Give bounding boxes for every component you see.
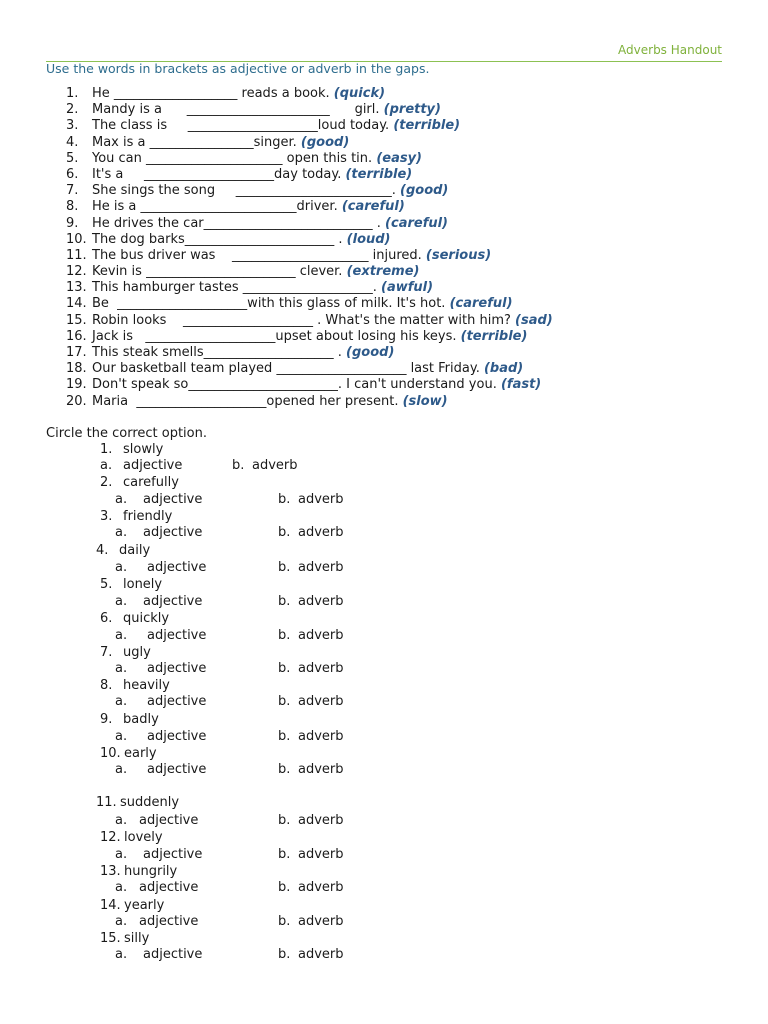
gap-item-number: 9. xyxy=(66,215,79,231)
question-number: 9. xyxy=(100,712,113,727)
gap-item-number: 12. xyxy=(66,264,87,280)
question-word: yearly xyxy=(124,898,165,913)
question-word: quickly xyxy=(123,611,170,626)
option-b-letter: b. xyxy=(278,914,291,929)
option-b-letter: b. xyxy=(278,661,291,676)
gap-item-sentence: He drives the car__________________________ . xyxy=(92,215,386,231)
gap-item-number: 11. xyxy=(66,247,87,263)
question-number: 3. xyxy=(100,509,113,524)
option-b-text: adverb xyxy=(298,594,344,609)
gap-item xyxy=(66,377,553,393)
option-a-letter: a. xyxy=(115,694,128,709)
question-word: carefully xyxy=(123,475,179,490)
option-a-letter: a. xyxy=(115,560,128,575)
option-b-text: adverb xyxy=(298,847,344,862)
gap-item xyxy=(66,313,553,329)
gap-item-hint: (good) xyxy=(300,134,350,150)
gap-item-hint: (fast) xyxy=(500,377,542,393)
option-a-letter: a. xyxy=(115,525,128,540)
question-word: early xyxy=(124,746,157,761)
circle-title: Circle the correct option. xyxy=(46,426,207,441)
gap-item-number: 20. xyxy=(66,393,87,409)
gap-item-hint: (sad) xyxy=(515,312,553,328)
option-a-letter: a. xyxy=(115,661,128,676)
gap-item-sentence: This hamburger tastes ____________________. xyxy=(92,280,382,296)
gap-item xyxy=(66,167,553,183)
option-a-letter: a. xyxy=(115,914,128,929)
option-b-letter: b. xyxy=(232,458,245,473)
gap-item-hint: (careful) xyxy=(449,296,513,312)
gap-item-hint: (quick) xyxy=(333,86,386,101)
gap-item xyxy=(66,135,553,151)
gap-item-hint: (terrible) xyxy=(393,118,461,134)
option-a-text: adjective xyxy=(123,458,183,473)
gap-item xyxy=(66,329,553,345)
option-a-text: adjective xyxy=(147,762,207,777)
option-a-text: adjective xyxy=(147,661,207,676)
gap-item-hint: (slow) xyxy=(402,393,448,409)
option-b-text: adverb xyxy=(298,729,344,744)
option-b-text: adverb xyxy=(298,492,344,507)
gap-item-hint: (good) xyxy=(346,345,395,360)
option-b-text: adverb xyxy=(298,560,344,575)
option-b-letter: b. xyxy=(278,594,291,609)
option-a-text: adjective xyxy=(143,947,203,962)
option-b-text: adverb xyxy=(298,947,344,962)
gap-item xyxy=(66,118,553,134)
gap-item xyxy=(66,264,553,280)
gap-item-sentence: This steak smells____________________ . xyxy=(92,345,347,360)
gap-item-sentence: He ___________________ reads a book. xyxy=(92,86,334,101)
question-word: heavily xyxy=(123,678,170,693)
option-b-letter: b. xyxy=(278,628,291,643)
question-number: 8. xyxy=(100,678,113,693)
gap-item-hint: (easy) xyxy=(376,150,422,166)
option-b-letter: b. xyxy=(278,492,291,507)
gap-item-hint: (terrible) xyxy=(460,328,528,344)
question-number: 14. xyxy=(100,898,121,913)
option-a-letter: a. xyxy=(115,594,128,609)
gap-item-sentence: The class is ____________________loud today. xyxy=(92,118,394,134)
gap-item-number: 1. xyxy=(66,86,79,101)
question-number: 2. xyxy=(100,475,113,490)
option-b-letter: b. xyxy=(278,847,291,862)
option-a-letter: a. xyxy=(115,947,128,962)
gap-item-number: 3. xyxy=(66,118,79,134)
option-a-text: adjective xyxy=(143,492,203,507)
option-b-letter: b. xyxy=(278,813,291,828)
page-header xyxy=(46,43,722,62)
question-word: daily xyxy=(119,543,151,558)
gap-item-hint: (loud) xyxy=(346,231,391,247)
option-a-letter: a. xyxy=(115,729,128,744)
gap-item-sentence: Robin looks ____________________ . What's the matter with him? xyxy=(92,312,516,328)
gap-item-number: 19. xyxy=(66,377,87,393)
question-number: 5. xyxy=(100,577,113,592)
gap-item-hint: (extreme) xyxy=(346,264,420,280)
option-b-text: adverb xyxy=(252,458,298,473)
gap-item-number: 13. xyxy=(66,280,87,296)
question-word: ugly xyxy=(123,645,151,660)
question-word: badly xyxy=(123,712,159,727)
gap-item-hint: (bad) xyxy=(483,361,524,377)
gap-item-number: 10. xyxy=(66,231,87,247)
option-b-letter: b. xyxy=(278,729,291,744)
option-b-text: adverb xyxy=(298,813,344,828)
gap-item xyxy=(66,248,553,264)
gap-item-sentence: Our basketball team played ____________________ last Friday. xyxy=(92,361,484,377)
gap-item xyxy=(66,394,553,410)
question-word: lovely xyxy=(124,830,163,845)
gap-item xyxy=(66,232,553,248)
option-a-text: adjective xyxy=(143,847,203,862)
question-word: slowly xyxy=(123,442,164,457)
gap-item-number: 4. xyxy=(66,134,79,150)
gap-item-sentence: The bus driver was _____________________ injured. xyxy=(92,247,426,263)
question-number: 11. xyxy=(96,795,117,810)
option-a-letter: a. xyxy=(115,813,128,828)
gap-item xyxy=(66,345,553,361)
option-a-text: adjective xyxy=(147,729,207,744)
gap-item-hint: (careful) xyxy=(341,199,405,215)
gap-item-sentence: Be ____________________with this glass of milk. It's hot. xyxy=(92,296,450,312)
gap-item-number: 6. xyxy=(66,166,79,182)
gap-item xyxy=(66,361,553,377)
option-b-letter: b. xyxy=(278,560,291,575)
option-a-text: adjective xyxy=(143,525,203,540)
option-a-text: adjective xyxy=(139,813,199,828)
option-a-text: adjective xyxy=(147,694,207,709)
gap-item-number: 2. xyxy=(66,102,79,118)
option-a-letter: a. xyxy=(115,628,128,643)
question-number: 4. xyxy=(96,543,109,558)
option-a-text: adjective xyxy=(147,560,207,575)
option-b-text: adverb xyxy=(298,762,344,777)
question-word: lonely xyxy=(123,577,163,592)
option-b-text: adverb xyxy=(298,914,344,929)
gap-item-sentence: You can _____________________ open this tin. xyxy=(92,150,377,166)
gap-item-sentence: Kevin is _______________________ clever. xyxy=(92,264,347,280)
gap-item xyxy=(66,296,553,312)
gap-item xyxy=(66,102,553,118)
gap-item-number: 18. xyxy=(66,361,87,377)
question-number: 15. xyxy=(100,931,121,946)
gap-item-sentence: Maria ____________________opened her present. xyxy=(92,393,403,409)
gap-item-sentence: Mandy is a ______________________ girl. xyxy=(92,102,384,118)
question-word: suddenly xyxy=(120,795,180,810)
gap-item xyxy=(66,86,553,102)
option-a-letter: a. xyxy=(115,762,128,777)
question-word: friendly xyxy=(123,509,173,524)
gap-item xyxy=(66,280,553,296)
gap-item-sentence: Don't speak so_______________________. I can't understand you. xyxy=(92,377,501,393)
option-b-letter: b. xyxy=(278,694,291,709)
option-b-letter: b. xyxy=(278,525,291,540)
option-a-letter: a. xyxy=(100,458,113,473)
option-a-text: adjective xyxy=(143,594,203,609)
gap-item-number: 8. xyxy=(66,199,79,215)
header-title: Adverbs Handout xyxy=(618,43,722,57)
gap-item-hint: (careful) xyxy=(385,215,449,231)
gap-item-sentence: The dog barks_______________________ . xyxy=(92,231,347,247)
option-a-text: adjective xyxy=(147,628,207,643)
gap-item xyxy=(66,183,553,199)
gap-item xyxy=(66,151,553,167)
gap-item-hint: (awful) xyxy=(381,280,434,296)
gap-item-sentence: It's a ____________________day today. xyxy=(92,166,346,182)
gap-item-hint: (serious) xyxy=(425,247,492,263)
gap-item xyxy=(66,199,553,215)
question-word: silly xyxy=(124,931,150,946)
option-b-letter: b. xyxy=(278,762,291,777)
gap-item-sentence: He is a ________________________driver. xyxy=(92,199,342,215)
option-a-letter: a. xyxy=(115,880,128,895)
question-number: 13. xyxy=(100,864,121,879)
option-a-text: adjective xyxy=(139,914,199,929)
gap-item-hint: (terrible) xyxy=(345,166,413,182)
option-b-letter: b. xyxy=(278,947,291,962)
gap-item-number: 15. xyxy=(66,312,87,328)
gap-item-number: 7. xyxy=(66,183,79,199)
option-b-text: adverb xyxy=(298,880,344,895)
question-word: hungrily xyxy=(124,864,178,879)
gap-item-sentence: She sings the song ________________________. xyxy=(92,183,401,199)
option-b-text: adverb xyxy=(298,661,344,676)
option-b-text: adverb xyxy=(298,628,344,643)
option-a-text: adjective xyxy=(139,880,199,895)
gap-item-sentence: Jack is ____________________upset about losing his keys. xyxy=(92,328,461,344)
option-a-letter: a. xyxy=(115,847,128,862)
option-b-text: adverb xyxy=(298,694,344,709)
instructions: Use the words in brackets as adjective or adverb in the gaps. xyxy=(46,61,430,76)
gap-item-sentence: Max is a ________________singer. xyxy=(92,134,301,150)
gap-item-number: 5. xyxy=(66,150,79,166)
question-number: 10. xyxy=(100,746,121,761)
option-a-letter: a. xyxy=(115,492,128,507)
gap-exercise-list xyxy=(66,86,553,410)
gap-item-number: 16. xyxy=(66,328,87,344)
gap-item-number: 17. xyxy=(66,345,87,360)
question-number: 7. xyxy=(100,645,113,660)
option-b-text: adverb xyxy=(298,525,344,540)
option-b-letter: b. xyxy=(278,880,291,895)
gap-item xyxy=(66,216,553,232)
gap-item-hint: (pretty) xyxy=(383,102,441,118)
question-number: 12. xyxy=(100,830,121,845)
question-number: 1. xyxy=(100,442,113,457)
gap-item-hint: (good) xyxy=(400,183,449,199)
question-number: 6. xyxy=(100,611,113,626)
gap-item-number: 14. xyxy=(66,296,87,312)
